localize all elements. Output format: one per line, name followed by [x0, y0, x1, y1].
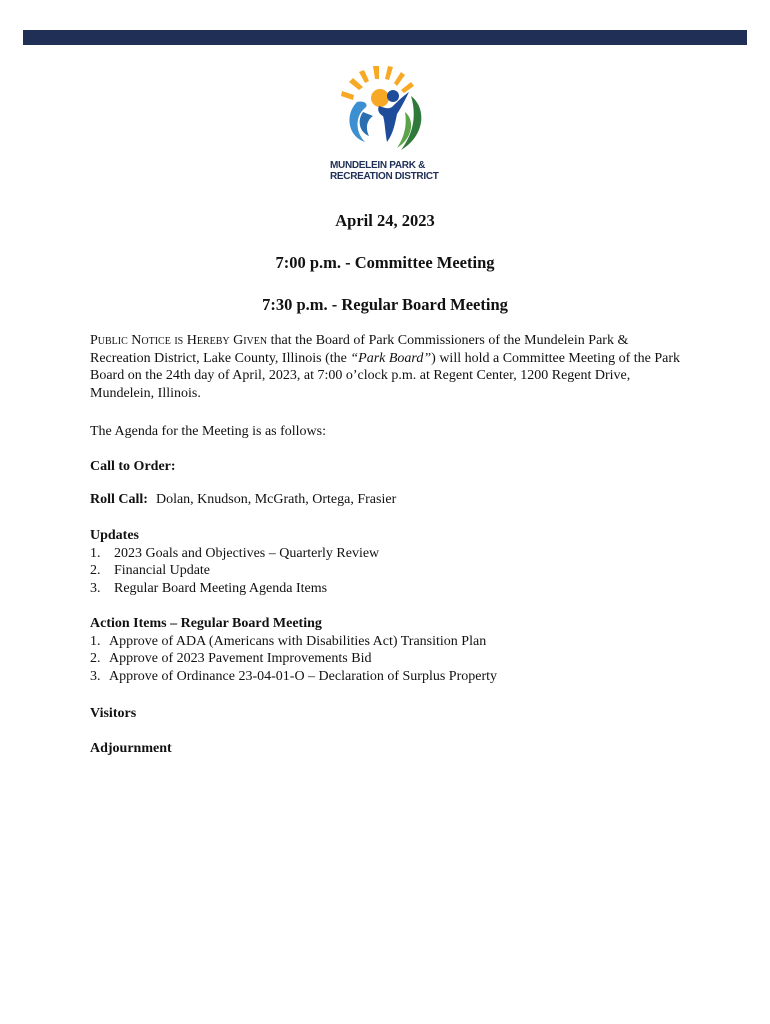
- notice-text-1: that the Board of Park Commissioners of the Mundelein Park & Recreation District, Lake County, Illinois (the: [90, 333, 629, 366]
- item-text: Approve of 2023 Pavement Improvements Bid: [109, 651, 372, 667]
- list-item: [90, 668, 690, 686]
- header-bar: [23, 30, 747, 45]
- district-logo: [0, 62, 770, 190]
- roll-call-label: Roll Call:: [90, 492, 148, 507]
- committee-meeting-heading: 7:00 p.m. - Committee Meeting: [275, 253, 495, 272]
- adjournment-heading: Adjournment: [90, 741, 172, 756]
- agenda-intro: The Agenda for the Meeting is as follows:: [90, 424, 327, 439]
- district-name-line1: MUNDELEIN PARK &: [330, 160, 426, 171]
- list-item: [90, 562, 690, 580]
- item-text: Approve of ADA (Americans with Disabilities Act) Transition Plan: [109, 633, 487, 649]
- item-number: 1.: [90, 633, 101, 649]
- item-number: 2.: [90, 563, 101, 579]
- item-text: Financial Update: [114, 563, 211, 579]
- item-number: 1.: [90, 545, 101, 561]
- notice-text-2: ) will hold a Committee Meeting of the Park Board on the 24th day of April, 2023, at 7:00 o’clock p.m. at Regent Center, 1200 Regent Drive, Mundelein, Illinois.: [90, 350, 680, 401]
- roll-call-names: Dolan, Knudson, McGrath, Ortega, Frasier: [155, 492, 397, 507]
- list-item: [90, 545, 690, 563]
- roll-call: [90, 491, 690, 509]
- district-name: [330, 160, 490, 182]
- regular-meeting-heading: 7:30 p.m. - Regular Board Meeting: [262, 295, 508, 314]
- public-notice-paragraph: [90, 332, 690, 402]
- call-to-order: Call to Order:: [90, 459, 176, 474]
- item-text: Approve of Ordinance 23-04-01-O – Declaration of Surplus Property: [109, 668, 498, 684]
- updates-title: Updates: [90, 528, 140, 543]
- meeting-date: April 24, 2023: [335, 211, 435, 230]
- item-text: 2023 Goals and Objectives – Quarterly Review: [114, 545, 380, 561]
- sun-figure-logo-icon: [335, 62, 435, 154]
- item-text: Regular Board Meeting Agenda Items: [114, 580, 328, 596]
- updates-section: [90, 527, 690, 597]
- notice-park-board: “Park Board”: [350, 350, 432, 366]
- item-number: 3.: [90, 580, 101, 596]
- item-number: 2.: [90, 651, 101, 667]
- list-item: [90, 650, 690, 668]
- item-number: 3.: [90, 668, 101, 684]
- district-name-line2: RECREATION DISTRICT: [330, 171, 439, 182]
- action-items-section: [90, 615, 690, 685]
- action-items-title: Action Items – Regular Board Meeting: [90, 616, 322, 631]
- notice-lead: Public Notice is Hereby Given: [90, 333, 268, 348]
- list-item: [90, 580, 690, 598]
- visitors-heading: Visitors: [90, 706, 137, 721]
- list-item: [90, 633, 690, 651]
